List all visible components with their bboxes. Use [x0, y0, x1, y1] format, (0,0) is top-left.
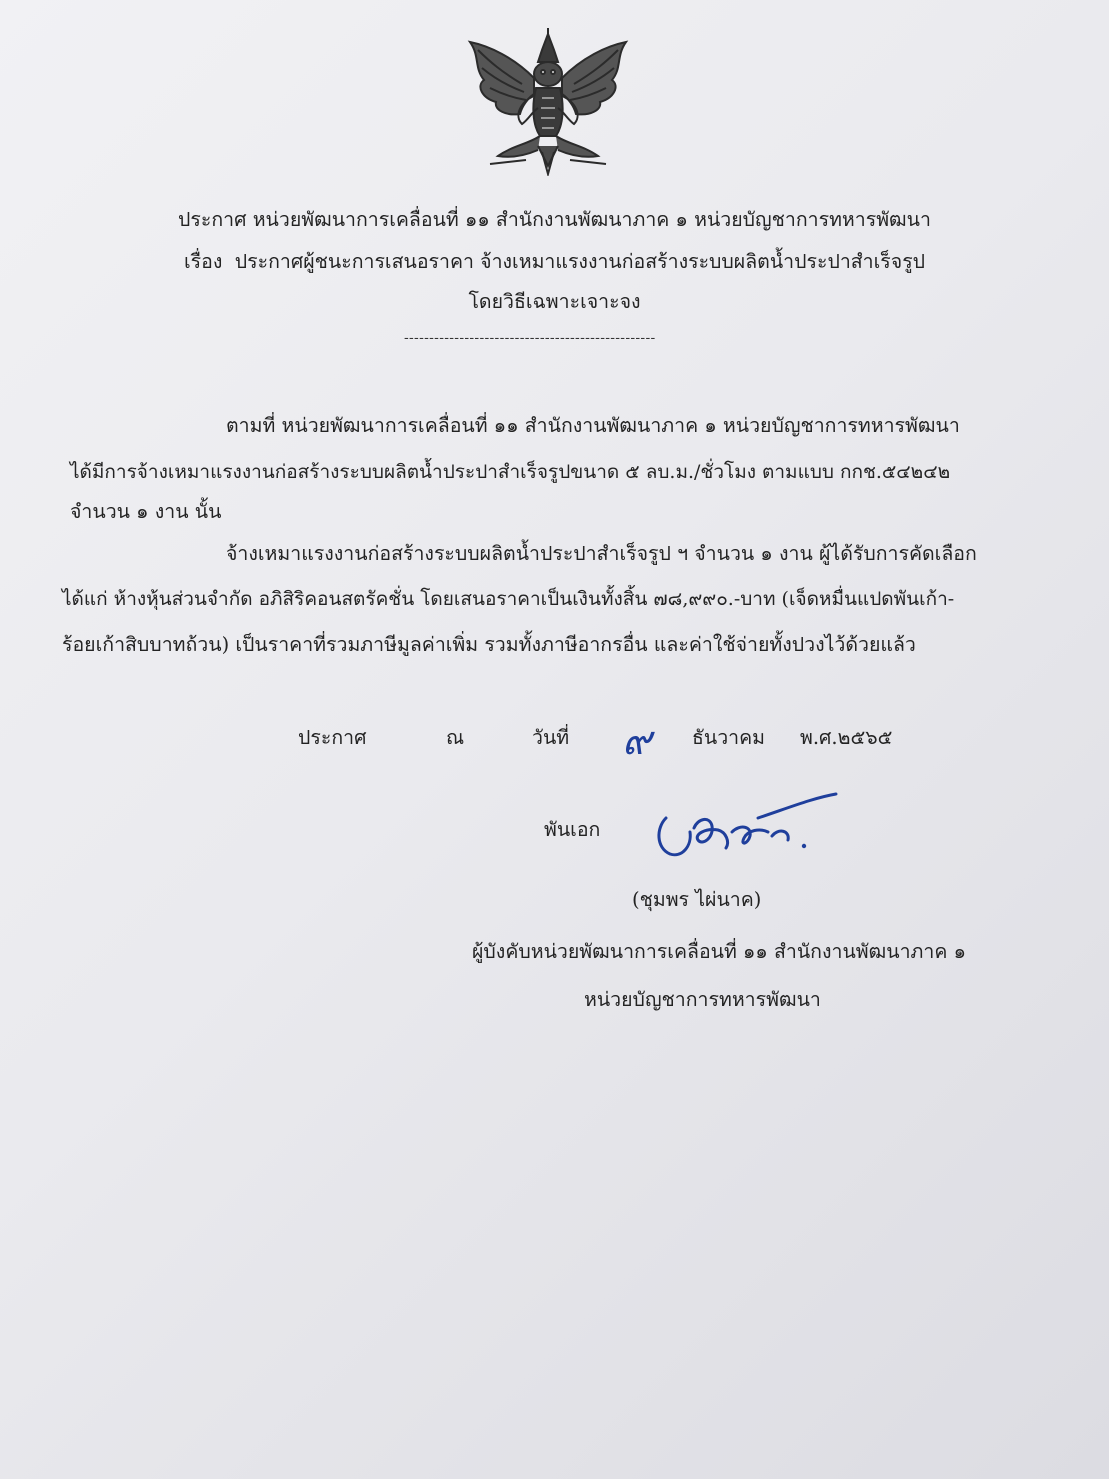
date-day-label: วันที่ — [532, 726, 570, 749]
paragraph-1-line-2: ได้มีการจ้างเหมาแรงงานก่อสร้างระบบผลิตน้ำประปาสำเร็จรูปขนาด ๕ ลบ.ม./ชั่วโมง ตามแบบ กกช.๕๔๒๔๒ — [70, 461, 951, 483]
signer-position-line-1: ผู้บังคับหน่วยพัฒนาการเคลื่อนที่ ๑๑ สำนักงานพัฒนาภาค ๑ — [472, 940, 966, 963]
garuda-emblem-icon — [462, 28, 634, 176]
date-year: พ.ศ.๒๕๖๕ — [800, 726, 893, 749]
paragraph-2-line-3: ร้อยเก้าสิบบาทถ้วน) เป็นราคาที่รวมภาษีมูลค่าเพิ่ม รวมทั้งภาษีอากรอื่น และค่าใช้จ่ายทั้งปวงไว้ด้วยแล้ว — [62, 633, 916, 656]
subject-text: ประกาศผู้ชนะการเสนอราคา จ้างเหมาแรงงานก่อสร้างระบบผลิตน้ำประปาสำเร็จรูป — [234, 250, 926, 273]
handwritten-signature — [648, 788, 848, 868]
signer-name: (ชุมพร ไผ่นาค) — [632, 888, 762, 911]
paragraph-1-line-1: ตามที่ หน่วยพัฒนาการเคลื่อนที่ ๑๑ สำนักงานพัฒนาภาค ๑ หน่วยบัญชาการทหารพัฒนา — [226, 414, 960, 437]
paragraph-1-line-3: จำนวน ๑ งาน นั้น — [70, 500, 222, 523]
subject-line — [184, 250, 925, 274]
announcement-title: ประกาศ หน่วยพัฒนาการเคลื่อนที่ ๑๑ สำนักงานพัฒนาภาค ๑ หน่วยบัญชาการทหารพัฒนา — [178, 208, 931, 231]
paragraph-2-line-2: ได้แก่ ห้างหุ้นส่วนจำกัด อภิสิริคอนสตรัคชั่น โดยเสนอราคาเป็นเงินทั้งสิ้น ๗๘,๙๙๐.-บาท (เจ็ดหมื่นแปดพันเก้า- — [62, 588, 955, 610]
date-month: ธันวาคม — [692, 726, 766, 749]
signer-rank: พันเอก — [544, 818, 601, 841]
handwritten-day: ๙ — [622, 718, 652, 764]
header-divider: -------------------------------------------------- — [404, 330, 656, 346]
paragraph-2-line-1: จ้างเหมาแรงงานก่อสร้างระบบผลิตน้ำประปาสำเร็จรูป ฯ จำนวน ๑ งาน ผู้ได้รับการคัดเลือก — [226, 542, 977, 565]
procurement-method: โดยวิธีเฉพาะเจาะจง — [468, 290, 641, 313]
date-at-label: ณ — [446, 726, 465, 749]
subject-label: เรื่อง — [184, 250, 223, 273]
date-announce-label: ประกาศ — [298, 726, 367, 749]
signer-position-line-2: หน่วยบัญชาการทหารพัฒนา — [584, 988, 821, 1011]
